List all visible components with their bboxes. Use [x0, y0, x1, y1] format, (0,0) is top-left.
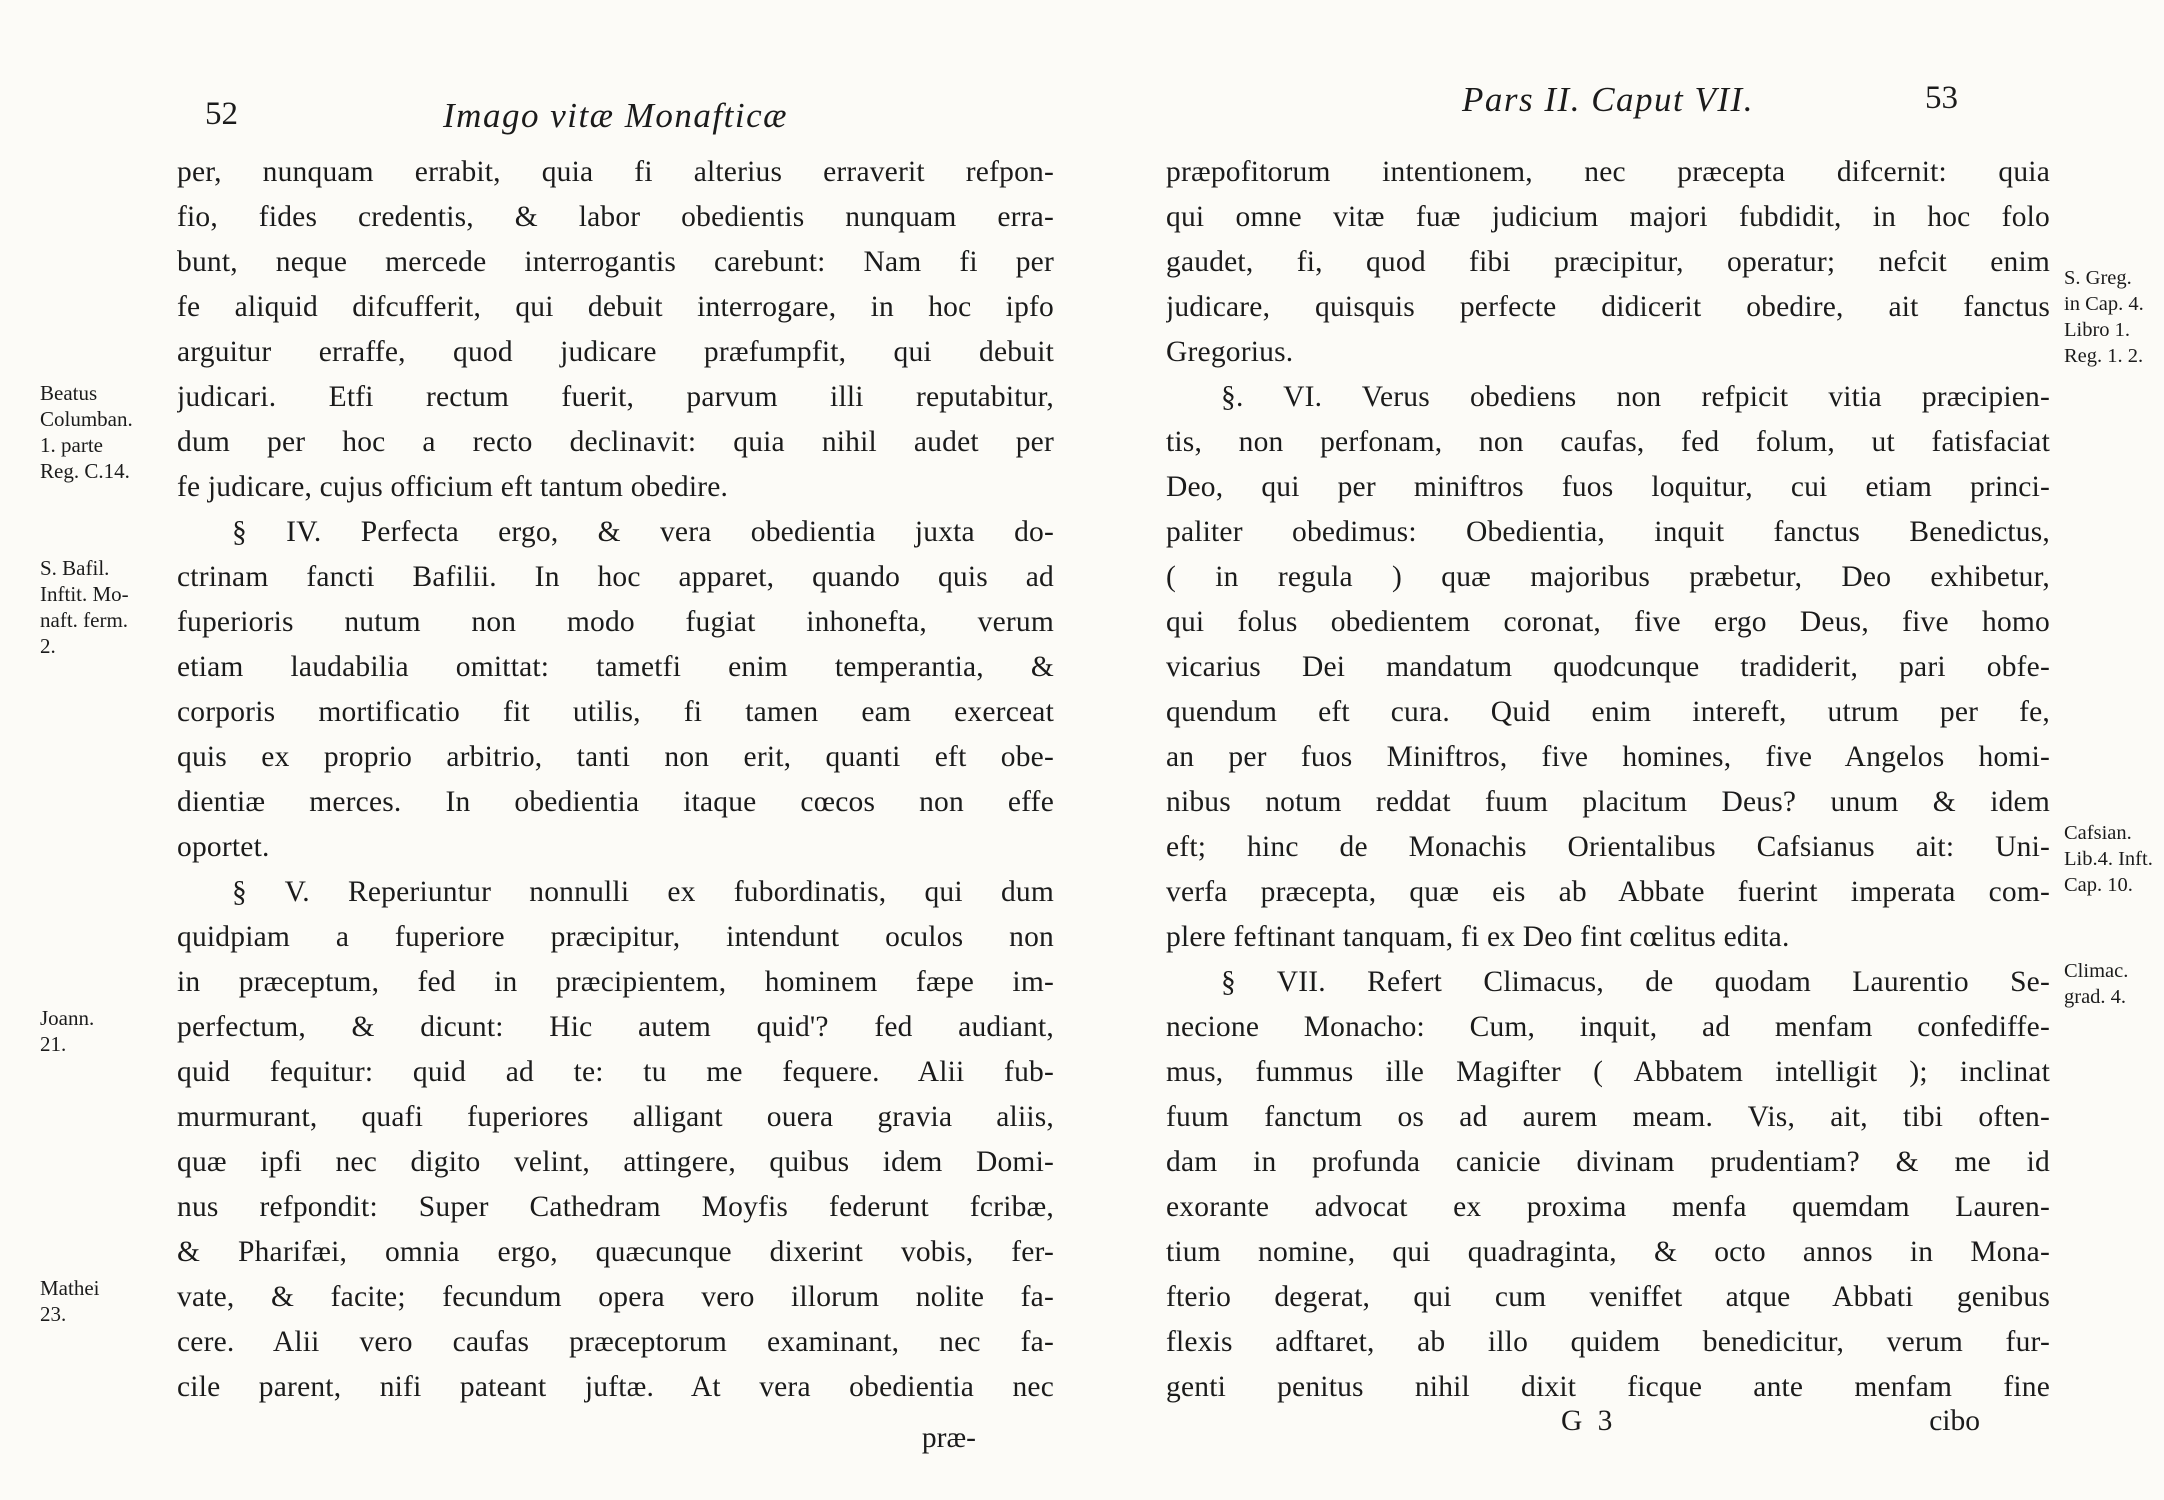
- text-line: genti penitus nihil dixit ficque ante menfam fine: [1166, 1371, 2050, 1403]
- page-footer: [1166, 1405, 2050, 1450]
- margin-note-line: 1. parte: [40, 433, 103, 457]
- text-line: bunt, neque mercede interrogantis carebunt: Nam fi per: [177, 246, 1054, 278]
- text-line: tis, non perfonam, non caufas, fed folum, ut fatisfaciat: [1166, 426, 2050, 458]
- text-line: qui folus obedientem coronat, five ergo Deus, five homo: [1166, 606, 2050, 638]
- text-column: [1166, 150, 2050, 1410]
- text-line: per, nunquam errabit, quia fi alterius erraverit refpon-: [177, 156, 1054, 188]
- page-number: 53: [1925, 80, 1958, 116]
- margin-note: [2064, 958, 2162, 1010]
- text-line: vicarius Dei mandatum quodcunque tradiderit, pari obfe-: [1166, 651, 2050, 683]
- margin-note-line: S. Bafil.: [40, 556, 110, 580]
- text-line: verfa præcepta, quæ eis ab Abbate fuerint imperata com-: [1166, 876, 2050, 908]
- text-line: ctrinam fancti Bafilii. In hoc apparet, quando quis ad: [177, 561, 1054, 593]
- text-line: qui omne vitæ fuæ judicium majori fubdidit, in hoc folo: [1166, 201, 2050, 233]
- paragraph: [177, 510, 1054, 870]
- margin-note-line: naft. ferm.: [40, 608, 129, 632]
- text-line: plere feftinant tanquam, fi ex Deo fint cœlitus edita.: [1166, 921, 1790, 953]
- margin-note: [40, 380, 172, 484]
- text-line: fe judicare, cujus officium eft tantum obedire.: [177, 471, 729, 503]
- text-line: gaudet, fi, quod fibi præcipitur, operatur; nefcit enim: [1166, 246, 2050, 278]
- text-column: [177, 150, 1054, 1410]
- text-line: nibus notum reddat fuum placitum Deus? unum & idem: [1166, 786, 2050, 818]
- margin-note-line: Inftit. Mo-: [40, 582, 129, 606]
- signature-mark: G 3: [1561, 1405, 1617, 1437]
- text-line: § IV. Perfecta ergo, & vera obedientia juxta do-: [232, 516, 1054, 548]
- text-line: fuperioris nutum non modo fugiat inhonefta, verum: [177, 606, 1054, 638]
- text-line: fuum fanctum os ad aurem meam. Vis, ait, tibi often-: [1166, 1101, 2050, 1133]
- text-line: exorante advocat ex proxima menfa quemdam Lauren-: [1166, 1191, 2050, 1223]
- margin-note-line: 21.: [40, 1032, 67, 1056]
- text-line: judicari. Etfi rectum fuerit, parvum illi reputabitur,: [177, 381, 1054, 413]
- text-line: quis ex proprio arbitrio, tanti non erit, quanti eft obe-: [177, 741, 1054, 773]
- paragraph: [1166, 960, 2050, 1410]
- text-line: quid fequitur: quid ad te: tu me fequere. Alii fub-: [177, 1056, 1054, 1088]
- paragraph: [1166, 150, 2050, 375]
- margin-note-line: Reg. 1. 2.: [2064, 345, 2144, 367]
- text-line: etiam laudabilia omittat: tametfi enim temperantia, &: [177, 651, 1054, 683]
- margin-note-line: grad. 4.: [2064, 986, 2127, 1008]
- paragraph: [177, 870, 1054, 1410]
- margin-note-line: Cap. 10.: [2064, 874, 2133, 896]
- text-line: §. VI. Verus obediens non refpicit vitia præcipien-: [1221, 381, 2050, 413]
- margin-note-line: S. Greg.: [2064, 267, 2132, 289]
- margin-note-line: Reg. C.14.: [40, 459, 130, 483]
- text-line: fe aliquid difcufferit, qui debuit interrogare, in hoc ipfo: [177, 291, 1054, 323]
- text-line: dum per hoc a recto declinavit: quia nihil audet per: [177, 426, 1054, 458]
- paragraph: [177, 150, 1054, 510]
- text-line: murmurant, quafi fuperiores alligant ouera gravia aliis,: [177, 1101, 1054, 1133]
- margin-notes: [2064, 0, 2162, 1500]
- text-line: quendum eft cura. Quid enim intereft, utrum per fe,: [1166, 696, 2050, 728]
- margin-note-line: 23.: [40, 1302, 67, 1326]
- page-number: 52: [205, 96, 238, 132]
- text-line: necione Monacho: Cum, inquit, ad menfam confediffe-: [1166, 1011, 2050, 1043]
- page-header: [177, 96, 1054, 146]
- text-line: Gregorius.: [1166, 336, 1294, 368]
- text-line: nus refpondit: Super Cathedram Moyfis federunt fcribæ,: [177, 1191, 1054, 1223]
- margin-note: [40, 555, 172, 659]
- text-line: corporis mortificatio fit utilis, fi tamen eam exerceat: [177, 696, 1054, 728]
- margin-note-line: Libro 1.: [2064, 319, 2131, 341]
- text-line: & Pharifæi, omnia ergo, quæcunque dixerint vobis, fer-: [177, 1236, 1054, 1268]
- text-line: flexis adftaret, ab illo quidem benedicitur, verum fur-: [1166, 1326, 2050, 1358]
- text-line: Deo, qui per miniftros fuos loquitur, cui etiam princi-: [1166, 471, 2050, 503]
- text-line: cile parent, nifi pateant juftæ. At vera obedientia nec: [177, 1371, 1054, 1403]
- margin-note: [40, 1005, 172, 1057]
- text-line: quæ ipfi nec digito velint, attingere, quibus idem Domi-: [177, 1146, 1054, 1178]
- margin-note-line: Joann.: [40, 1006, 95, 1030]
- margin-note: [2064, 820, 2162, 898]
- running-title: Pars II. Caput VII.: [1462, 80, 1754, 119]
- text-line: arguitur erraffe, quod judicare præfumpfit, qui debuit: [177, 336, 1054, 368]
- text-line: oportet.: [177, 831, 270, 863]
- catchword: præ-: [921, 1422, 976, 1454]
- text-line: eft; hinc de Monachis Orientalibus Cafsianus ait: Uni-: [1166, 831, 2050, 863]
- text-line: vate, & facite; fecundum opera vero illorum nolite fa-: [177, 1281, 1054, 1313]
- text-line: mus, fummus ille Magifter ( Abbatem intelligit ); inclinat: [1166, 1056, 2050, 1088]
- page-header: [1166, 80, 2050, 130]
- margin-note-line: Beatus: [40, 381, 98, 405]
- text-line: fio, fides credentis, & labor obedientis nunquam erra-: [177, 201, 1054, 233]
- text-line: præpofitorum intentionem, nec præcepta difcernit: quia: [1166, 156, 2050, 188]
- margin-note-line: Cafsian.: [2064, 822, 2132, 844]
- text-line: in præceptum, fed in præcipientem, hominem fæpe im-: [177, 966, 1054, 998]
- margin-note-line: Climac.: [2064, 960, 2129, 982]
- paragraph: [1166, 375, 2050, 960]
- margin-note-line: Mathei: [40, 1276, 100, 1300]
- margin-notes: [40, 0, 172, 1500]
- text-line: quidpiam a fuperiore præcipitur, intendunt oculos non: [177, 921, 1054, 953]
- right-page: [1082, 0, 2164, 1500]
- text-line: § V. Reperiuntur nonnulli ex fubordinatis, qui dum: [232, 876, 1054, 908]
- text-line: cere. Alii vero caufas præceptorum examinant, nec fa-: [177, 1326, 1054, 1358]
- text-line: § VII. Refert Climacus, de quodam Laurentio Se-: [1221, 966, 2050, 998]
- text-line: paliter obedimus: Obedientia, inquit fanctus Benedictus,: [1166, 516, 2050, 548]
- text-line: judicare, quisquis perfecte didicerit obedire, ait fanctus: [1166, 291, 2050, 323]
- text-line: an per fuos Miniftros, five homines, five Angelos homi-: [1166, 741, 2050, 773]
- margin-note-line: Lib.4. Inft.: [2064, 848, 2153, 870]
- margin-note-line: in Cap. 4.: [2064, 293, 2144, 315]
- text-line: fterio degerat, qui cum veniffet atque Abbati genibus: [1166, 1281, 2050, 1313]
- margin-note: [40, 1275, 172, 1327]
- text-line: dientiæ merces. In obedientia itaque cœcos non effe: [177, 786, 1054, 818]
- text-line: tium nomine, qui quadraginta, & octo annos in Mona-: [1166, 1236, 2050, 1268]
- catchword: cibo: [1929, 1405, 1980, 1437]
- text-line: ( in regula ) quæ majoribus præbetur, Deo exhibetur,: [1166, 561, 2050, 593]
- margin-note-line: Columban.: [40, 407, 133, 431]
- text-line: perfectum, & dicunt: Hic autem quid'? fed audiant,: [177, 1011, 1054, 1043]
- text-line: dam in profunda canicie divinam prudentiam? & me id: [1166, 1146, 2050, 1178]
- margin-note: [2064, 265, 2162, 369]
- running-title: Imago vitæ Monafticæ: [443, 96, 788, 135]
- margin-note-line: 2.: [40, 634, 56, 658]
